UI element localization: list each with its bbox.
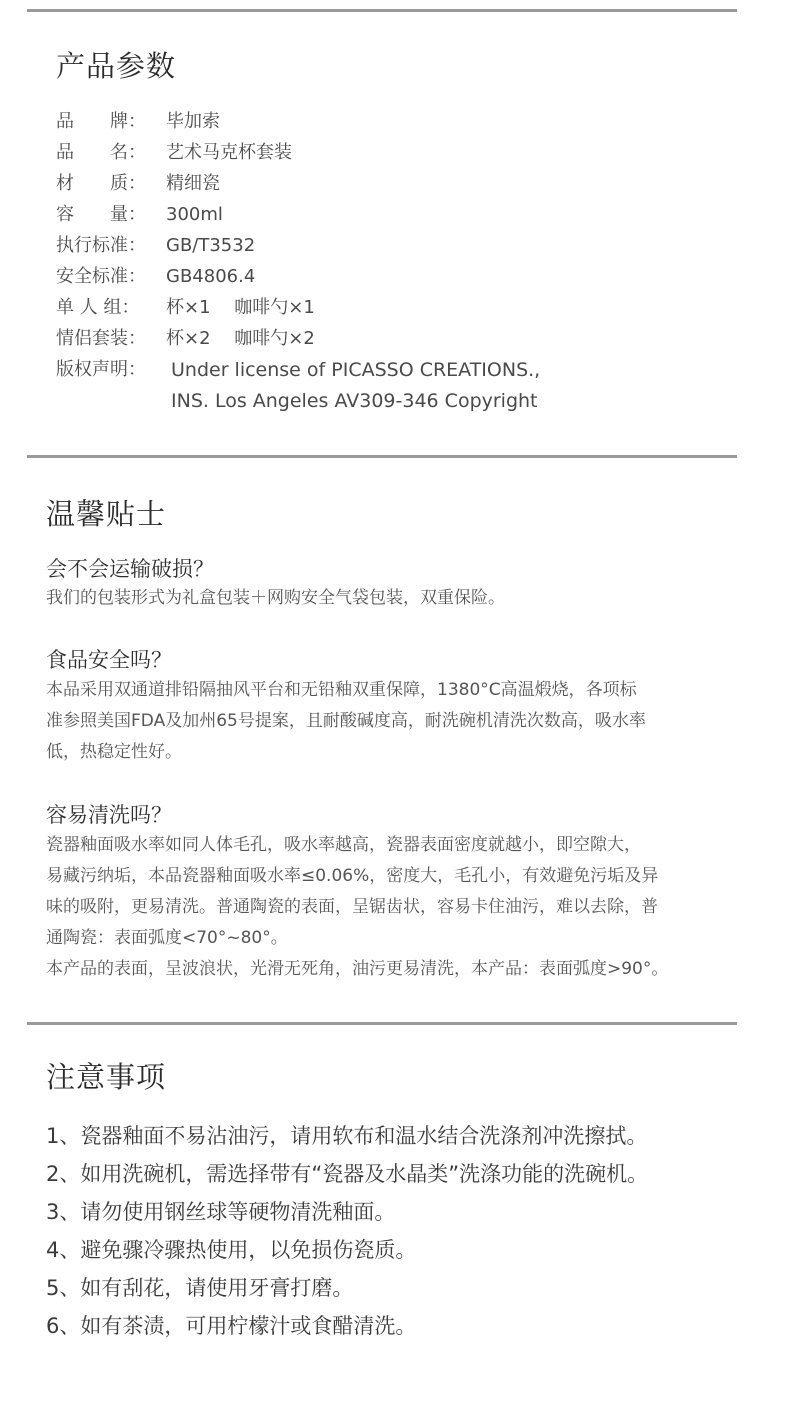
spec-row-safety-standard [56, 265, 255, 289]
spec-row-exec-standard [56, 234, 255, 258]
spec-row-material [56, 172, 220, 196]
notes-title: 注意事项 [46, 1060, 167, 1094]
answer-line: 低，热稳定性好。 [46, 742, 182, 762]
answer-line: 本品采用双通道排铅隔抽风平台和无铅釉双重保障，1380°C高温煅烧，各项标 [46, 680, 637, 700]
note-item: 1、瓷器釉面不易沾油污，请用软布和温水结合洗涤剂冲洗擦拭。 [46, 1124, 648, 1148]
answer-line: 瓷器釉面吸水率如同人体毛孔，吸水率越高，瓷器表面密度就越小，即空隙大， [46, 835, 641, 855]
spec-row-copyright [56, 358, 166, 382]
spec-row-name [56, 141, 292, 165]
top-divider [27, 9, 737, 12]
answer-line: 本产品的表面，呈波浪状，光滑无死角，油污更易清洗，本产品：表面弧度>90°。 [46, 959, 669, 979]
answer-line: 准参照美国FDA及加州65号提案，且耐酸碱度高，耐洗碗机清洗次数高，吸水率 [46, 711, 646, 731]
copyright-line: Under license of PICASSO CREATIONS., [171, 359, 541, 381]
spec-label: 品 名： [56, 142, 146, 163]
spec-value: 毕加索 [166, 111, 220, 132]
answer-line: 味的吸附，更易清洗。普通陶瓷的表面，呈锯齿状，容易卡住油污，难以去除，普 [46, 897, 658, 917]
spec-value: GB/T3532 [166, 235, 256, 256]
spec-row-couple-set [56, 327, 315, 351]
answer-line: 易藏污纳垢，本品瓷器釉面吸水率≤0.06%，密度大，毛孔小，有效避免污垢及异 [46, 866, 659, 886]
notes-list [46, 1117, 648, 1345]
note-item: 3、请勿使用钢丝球等硬物清洗釉面。 [46, 1200, 396, 1224]
copyright-line: INS. Los Angeles AV309-346 Copyright [171, 390, 538, 412]
tip-answer [46, 830, 736, 985]
spec-value: 杯×1 咖啡勺×1 [166, 297, 315, 318]
spec-value: 300ml [166, 204, 223, 225]
spec-value: 杯×2 咖啡勺×2 [166, 328, 315, 349]
spec-label: 情侣套装： [56, 328, 146, 349]
spec-label: 版权声明： [56, 359, 146, 380]
tips-title: 温馨贴士 [46, 497, 167, 531]
tip-question: 会不会运输破损？ [46, 557, 214, 581]
note-item: 5、如有刮花，请使用牙膏打磨。 [46, 1276, 354, 1300]
tip-question: 食品安全吗？ [46, 648, 172, 672]
spec-label: 单 人 组： [56, 297, 140, 318]
note-item: 4、避免骤冷骤热使用，以免损伤瓷质。 [46, 1238, 417, 1262]
spec-label: 容 量： [56, 204, 146, 225]
spec-value: 艺术马克杯套装 [166, 142, 292, 163]
spec-label: 品 牌： [56, 111, 146, 132]
answer-line: 通陶瓷：表面弧度<70°~80°。 [46, 928, 288, 948]
spec-value: 精细瓷 [166, 173, 220, 194]
answer-line: 我们的包装形式为礼盒包装＋网购安全气袋包装，双重保险。 [46, 588, 505, 608]
spec-row-brand [56, 110, 220, 134]
section-divider [27, 455, 737, 458]
tip-question: 容易清洗吗？ [46, 803, 172, 827]
tip-answer [46, 675, 736, 768]
tip-answer [46, 583, 736, 614]
spec-label: 执行标准： [56, 235, 146, 256]
note-item: 2、如用洗碗机，需选择带有“瓷器及水晶类”洗涤功能的洗碗机。 [46, 1162, 649, 1186]
note-item: 6、如有茶渍，可用柠檬汁或食醋清洗。 [46, 1314, 417, 1338]
spec-label: 材 质： [56, 173, 146, 194]
spec-row-capacity [56, 203, 223, 227]
params-title: 产品参数 [56, 49, 177, 83]
spec-value: GB4806.4 [166, 266, 256, 287]
section-divider [27, 1022, 737, 1025]
spec-label: 安全标准： [56, 266, 146, 287]
spec-row-single-set [56, 296, 315, 320]
